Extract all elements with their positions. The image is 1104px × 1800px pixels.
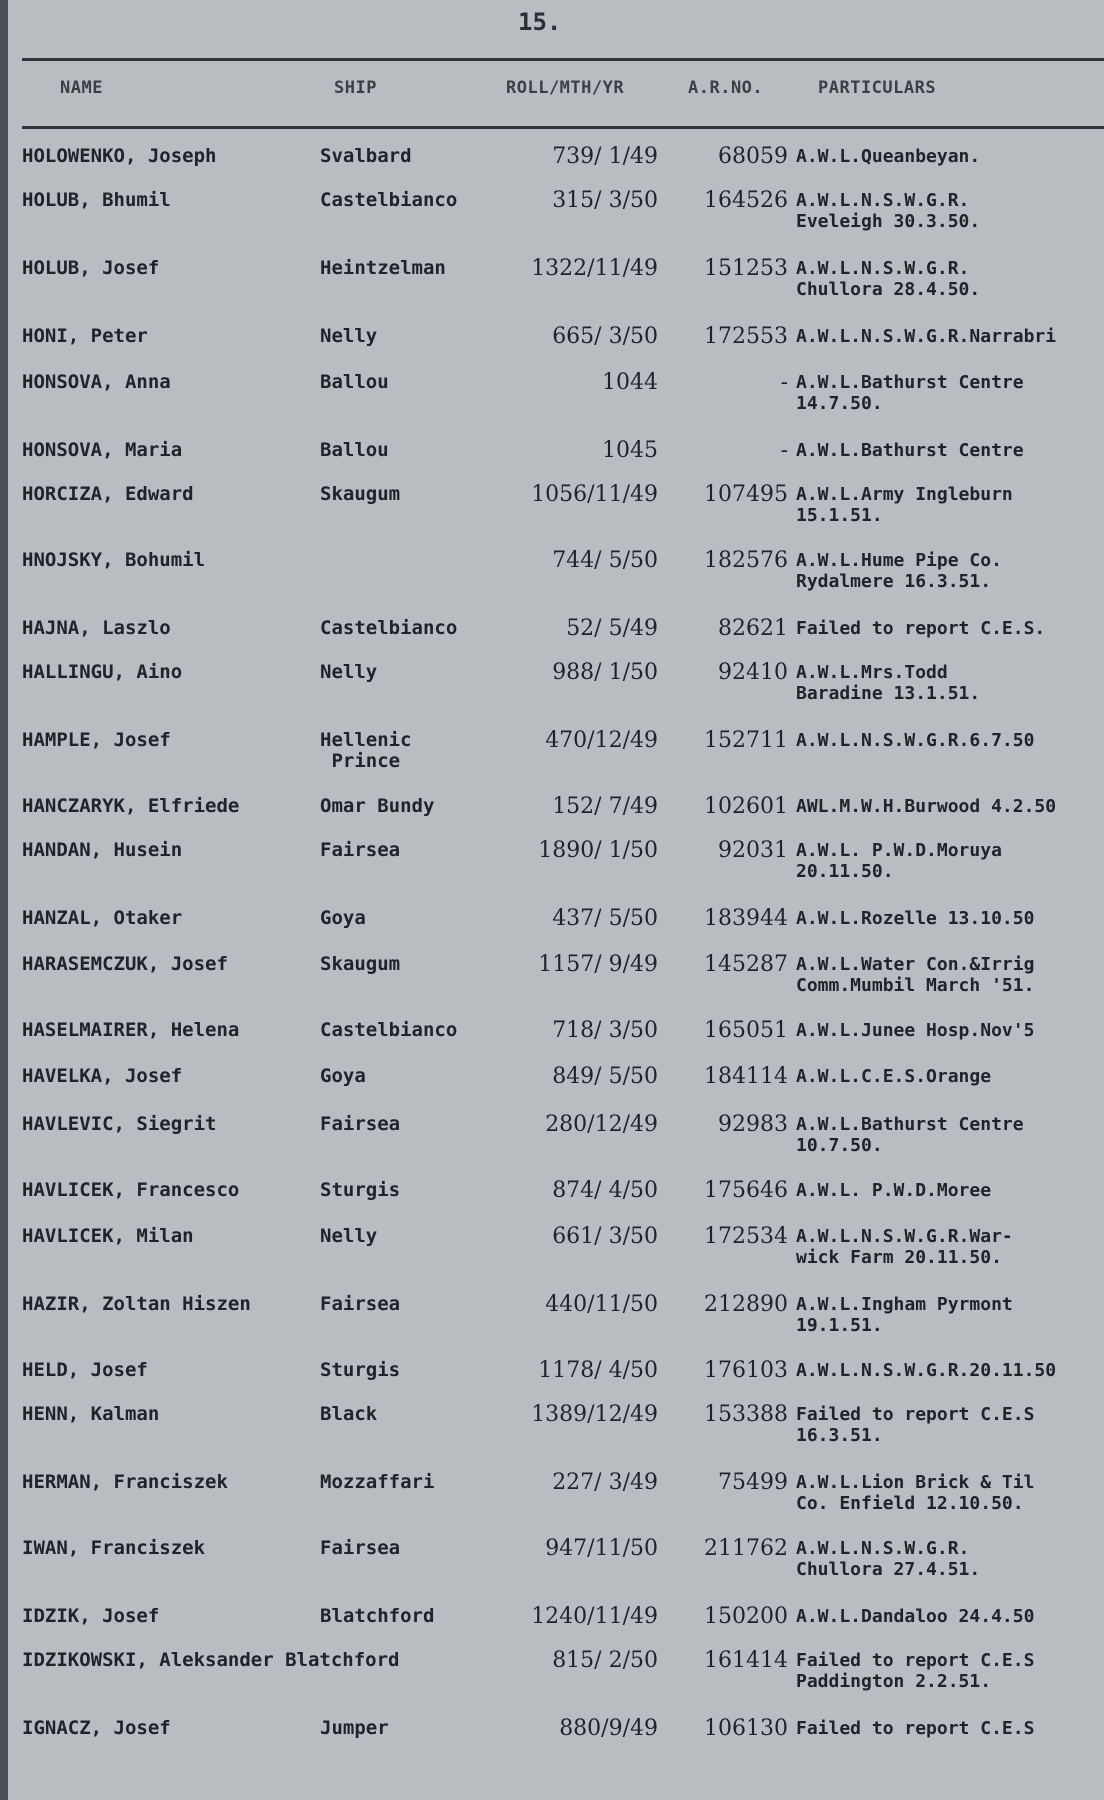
row-ar-number: 82621 (718, 616, 788, 641)
row-particulars: A.W.L.Lion Brick & Til Co. Enfield 12.10.50. (796, 1472, 1035, 1514)
row-ar-number: 152711 (704, 728, 788, 753)
row-ship: Heintzelman (320, 257, 446, 279)
row-name: HAMPLE, Josef (22, 729, 171, 751)
row-roll-number: 1178/ 4/50 (538, 1358, 658, 1383)
page-number: 15. (518, 8, 562, 36)
row-roll-number: 152/ 7/49 (552, 794, 658, 819)
row-particulars: Failed to report C.E.S Paddington 2.2.51. (796, 1650, 1035, 1692)
row-particulars: A.W.L.Junee Hosp.Nov'5 (796, 1020, 1035, 1041)
row-ship: Sturgis (320, 1179, 401, 1201)
row-name: HAVLICEK, Milan (22, 1225, 194, 1247)
row-particulars: A.W.L.Bathurst Centre 14.7.50. (796, 372, 1024, 414)
row-particulars: A.W.L.Dandaloo 24.4.50 (796, 1606, 1035, 1627)
row-ship: Nelly (320, 325, 378, 347)
row-ar-number: 165051 (704, 1018, 788, 1043)
row-ar-number: 68059 (718, 144, 788, 169)
row-ar-number: 172534 (704, 1224, 788, 1249)
row-particulars: A.W.L.Army Ingleburn 15.1.51. (796, 484, 1013, 526)
row-particulars: A.W.L.Bathurst Centre (796, 440, 1024, 461)
row-ar-number: 107495 (704, 482, 788, 507)
row-name: HANZAL, Otaker (22, 907, 183, 929)
row-ar-number: 161414 (704, 1648, 788, 1673)
row-name: HORCIZA, Edward (22, 483, 194, 505)
row-name: HOLOWENKO, Joseph (22, 145, 217, 167)
row-ship: Mozzaffari (320, 1471, 435, 1493)
row-ar-number: 92031 (718, 838, 788, 863)
row-name: HALLINGU, Aino (22, 661, 183, 683)
table-row (8, 190, 1104, 250)
row-ship: Skaugum (320, 483, 401, 505)
row-ship: Fairsea (320, 839, 401, 861)
table-row (8, 1294, 1104, 1354)
row-name: HANCZARYK, Elfriede (22, 795, 240, 817)
row-name: HOLUB, Josef (22, 257, 160, 279)
row-roll-number: 1056/11/49 (531, 482, 658, 507)
row-name: IGNACZ, Josef (22, 1717, 171, 1739)
row-particulars: AWL.M.W.H.Burwood 4.2.50 (796, 796, 1057, 817)
row-ar-number: 175646 (704, 1178, 788, 1203)
row-particulars: A.W.L.Water Con.&Irrig Comm.Mumbil March '51. (796, 954, 1035, 996)
row-ship: Sturgis (320, 1359, 401, 1381)
row-particulars: A.W.L.C.E.S.Orange (796, 1066, 992, 1087)
row-ar-number: 184114 (704, 1064, 788, 1089)
row-roll-number: 988/ 1/50 (552, 660, 658, 685)
register-rows (8, 0, 1104, 1800)
row-ar-number: 75499 (718, 1470, 788, 1495)
row-particulars: A.W.L.Queanbeyan. (796, 146, 981, 167)
row-roll-number: 947/11/50 (545, 1536, 658, 1561)
row-particulars: A.W.L.N.S.W.G.R.6.7.50 (796, 730, 1035, 751)
row-name: HAVLEVIC, Siegrit (22, 1113, 217, 1135)
row-name: HONSOVA, Maria (22, 439, 183, 461)
row-roll-number: 1157/ 9/49 (538, 952, 658, 977)
row-roll-number: 718/ 3/50 (552, 1018, 658, 1043)
table-row (8, 1114, 1104, 1174)
row-ship: Hellenic Prince (320, 729, 412, 772)
row-name: HONSOVA, Anna (22, 371, 171, 393)
row-name: HANDAN, Husein (22, 839, 183, 861)
row-particulars: A.W.L.N.S.W.G.R.War- wick Farm 20.11.50. (796, 1226, 1013, 1268)
row-roll-number: 739/ 1/49 (552, 144, 658, 169)
row-roll-number: 1044 (602, 370, 658, 395)
row-ar-number: 106130 (704, 1716, 788, 1741)
row-ar-number: 172553 (704, 324, 788, 349)
row-ship: Nelly (320, 661, 378, 683)
row-name: HOLUB, Bhumil (22, 189, 171, 211)
row-particulars: A.W.L.N.S.W.G.R. Eveleigh 30.3.50. (796, 190, 981, 232)
row-ar-number: 176103 (704, 1358, 788, 1383)
row-ship: Castelbianco (320, 189, 458, 211)
row-particulars: A.W.L.Bathurst Centre 10.7.50. (796, 1114, 1024, 1156)
row-roll-number: 315/ 3/50 (552, 188, 658, 213)
table-row (8, 1538, 1104, 1598)
row-ar-number: - (780, 438, 788, 463)
row-ship: Ballou (320, 439, 389, 461)
row-ship: Castelbianco (320, 1019, 458, 1041)
row-ar-number: 183944 (704, 906, 788, 931)
table-row (8, 1650, 1104, 1710)
header-ar-no: A.R.NO. (688, 78, 764, 98)
row-ship: Ballou (320, 371, 389, 393)
header-ship: SHIP (334, 78, 377, 98)
row-roll-number: 665/ 3/50 (552, 324, 658, 349)
row-name: IWAN, Franciszek (22, 1537, 206, 1559)
row-roll-number: 470/12/49 (545, 728, 658, 753)
row-particulars: A.W.L.N.S.W.G.R. Chullora 27.4.51. (796, 1538, 981, 1580)
row-roll-number: 880/9/49 (559, 1716, 658, 1741)
row-particulars: Failed to report C.E.S 16.3.51. (796, 1404, 1035, 1446)
row-name: HASELMAIRER, Helena (22, 1019, 240, 1041)
row-ar-number: 211762 (704, 1536, 788, 1561)
row-particulars: A.W.L.N.S.W.G.R. Chullora 28.4.50. (796, 258, 981, 300)
row-roll-number: 440/11/50 (545, 1292, 658, 1317)
row-name: HENN, Kalman (22, 1403, 160, 1425)
row-roll-number: 849/ 5/50 (552, 1064, 658, 1089)
row-roll-number: 661/ 3/50 (552, 1224, 658, 1249)
row-ar-number: 145287 (704, 952, 788, 977)
row-particulars: A.W.L.Mrs.Todd Baradine 13.1.51. (796, 662, 981, 704)
table-row (8, 258, 1104, 318)
header-roll: ROLL/MTH/YR (506, 78, 625, 98)
row-particulars: A.W.L.Ingham Pyrmont 19.1.51. (796, 1294, 1013, 1336)
row-roll-number: 52/ 5/49 (566, 616, 658, 641)
table-row (8, 372, 1104, 432)
row-ship: Skaugum (320, 953, 401, 975)
row-particulars: A.W.L.N.S.W.G.R.Narrabri (796, 326, 1057, 347)
row-name: IDZIKOWSKI, Aleksander Blatchford (22, 1649, 400, 1671)
row-ship: Castelbianco (320, 617, 458, 639)
header-particulars: PARTICULARS (818, 78, 937, 98)
row-ship: Jumper (320, 1717, 389, 1739)
table-row (8, 484, 1104, 544)
row-roll-number: 1045 (602, 438, 658, 463)
row-ar-number: 212890 (704, 1292, 788, 1317)
row-ar-number: 92410 (718, 660, 788, 685)
row-ship: Nelly (320, 1225, 378, 1247)
row-ship: Black (320, 1403, 378, 1425)
row-particulars: Failed to report C.E.S. (796, 618, 1046, 639)
row-roll-number: 437/ 5/50 (552, 906, 658, 931)
row-particulars: A.W.L.N.S.W.G.R.20.11.50 (796, 1360, 1057, 1381)
row-ship: Fairsea (320, 1293, 401, 1315)
row-name: HERMAN, Franciszek (22, 1471, 228, 1493)
row-roll-number: 280/12/49 (545, 1112, 658, 1137)
row-roll-number: 874/ 4/50 (552, 1178, 658, 1203)
row-name: HAZIR, Zoltan Hiszen (22, 1293, 251, 1315)
row-name: HAVELKA, Josef (22, 1065, 183, 1087)
table-row (8, 840, 1104, 900)
row-ship: Goya (320, 907, 366, 929)
row-ship: Fairsea (320, 1113, 401, 1135)
row-roll-number: 1389/12/49 (531, 1402, 658, 1427)
row-ar-number: 182576 (704, 548, 788, 573)
row-ship: Svalbard (320, 145, 412, 167)
table-row (8, 730, 1104, 790)
row-particulars: A.W.L.Hume Pipe Co. Rydalmere 16.3.51. (796, 550, 1002, 592)
row-ar-number: - (780, 370, 788, 395)
table-row (8, 1718, 1104, 1778)
row-particulars: A.W.L. P.W.D.Moruya 20.11.50. (796, 840, 1002, 882)
header-name: NAME (60, 78, 103, 98)
row-ship: Fairsea (320, 1537, 401, 1559)
row-ar-number: 151253 (704, 256, 788, 281)
row-particulars: Failed to report C.E.S (796, 1718, 1035, 1739)
row-name: HELD, Josef (22, 1359, 148, 1381)
table-row (8, 550, 1104, 610)
row-name: HNOJSKY, Bohumil (22, 549, 206, 571)
table-row (8, 1404, 1104, 1464)
row-ar-number: 150200 (704, 1604, 788, 1629)
row-roll-number: 1240/11/49 (531, 1604, 658, 1629)
row-name: IDZIK, Josef (22, 1605, 160, 1627)
row-name: HAVLICEK, Francesco (22, 1179, 240, 1201)
row-roll-number: 1322/11/49 (531, 256, 658, 281)
table-row (8, 1472, 1104, 1532)
row-ship: Blatchford (320, 1605, 435, 1627)
table-row (8, 954, 1104, 1014)
row-ar-number: 164526 (704, 188, 788, 213)
table-row (8, 662, 1104, 722)
table-row (8, 1226, 1104, 1286)
row-ship: Goya (320, 1065, 366, 1087)
row-roll-number: 815/ 2/50 (552, 1648, 658, 1673)
row-particulars: A.W.L.Rozelle 13.10.50 (796, 908, 1035, 929)
row-roll-number: 744/ 5/50 (552, 548, 658, 573)
row-ar-number: 153388 (704, 1402, 788, 1427)
row-name: HAJNA, Laszlo (22, 617, 171, 639)
row-ship: Omar Bundy (320, 795, 435, 817)
row-ar-number: 92983 (718, 1112, 788, 1137)
row-ar-number: 102601 (704, 794, 788, 819)
row-name: HONI, Peter (22, 325, 148, 347)
document-page (8, 0, 1104, 1800)
row-roll-number: 227/ 3/49 (552, 1470, 658, 1495)
row-particulars: A.W.L. P.W.D.Moree (796, 1180, 992, 1201)
row-name: HARASEMCZUK, Josef (22, 953, 228, 975)
row-roll-number: 1890/ 1/50 (538, 838, 658, 863)
